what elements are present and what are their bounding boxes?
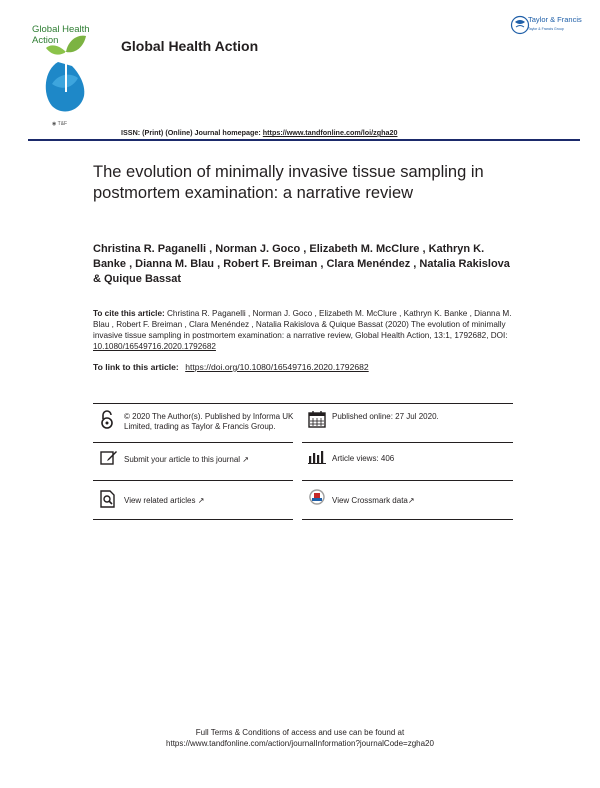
document-search-icon (100, 490, 116, 508)
article-doi-link[interactable]: https://doi.org/10.1080/16549716.2020.1792682 (185, 362, 369, 372)
grid-divider-2b (302, 480, 513, 481)
cite-label: To cite this article: (93, 309, 165, 318)
footer (0, 727, 600, 749)
footer-terms-link[interactable]: https://www.tandfonline.com/action/journalInformation?journalCode=zgha20 (166, 739, 434, 748)
crossmark-icon (309, 489, 325, 507)
crossmark-link[interactable]: View Crossmark data↗ (332, 496, 415, 505)
article-link-line (93, 362, 369, 372)
license-text: © 2020 The Author(s). Published by Informa UK Limited, trading as Taylor & Francis Group. (124, 412, 294, 431)
article-title: The evolution of minimally invasive tissue sampling in postmortem examination: a narrative review (93, 163, 484, 202)
grid-divider-1 (93, 442, 293, 443)
external-link-icon: ↗ (197, 496, 205, 505)
submit-article-link[interactable]: Submit your article to this journal ↗ (124, 455, 249, 464)
journal-homepage-link[interactable]: https://www.tandfonline.com/loi/zgha20 (262, 128, 398, 137)
external-link-icon: ↗ (242, 455, 249, 464)
cite-text: Christina R. Paganelli , Norman J. Goco , Elizabeth M. McClure , Kathryn K. Banke , Dianna M. Blau , Robert F. Breiman , Clara Menéndez , Natalia Rakislova & Quique Bassat (2020) The evolution of minimally invasive tissue sampling in postmortem examination: a narrative review, Global Health Action, 13:1, 1792682, DOI: (93, 309, 512, 340)
issn-line: ISSN: (Print) (Online) Journal homepage: https://www.tandfonline.com/loi/zgha20 (121, 128, 398, 137)
publisher-logo-icon[interactable] (510, 15, 530, 35)
citation (93, 308, 513, 352)
grid-divider-3b (302, 519, 513, 520)
grid-divider-1b (302, 442, 513, 443)
link-label: To link to this article: (93, 362, 179, 372)
journal-logo-text: Global Health Action (32, 24, 90, 46)
article-views: Article views: 406 (332, 454, 395, 463)
footer-line-1: Full Terms & Conditions of access and use can be found at (195, 728, 405, 737)
journal-title: Global Health Action (121, 38, 259, 54)
header-divider (28, 139, 580, 141)
related-articles-link[interactable]: View related articles ↗ (124, 496, 205, 505)
bar-chart-icon (308, 450, 326, 464)
grid-divider-2 (93, 480, 293, 481)
author-list: Christina R. Paganelli , Norman J. Goco , Elizabeth M. McClure , Kathryn K. Banke , Dianna M. Blau , Robert F. Breiman , Clara Menéndez , Natalia Rakislova & Quique Bassat (93, 243, 510, 285)
cite-doi-link[interactable]: 10.1080/16549716.2020.1792682 (93, 342, 216, 351)
external-link-icon: ↗ (407, 496, 415, 505)
calendar-icon (308, 410, 326, 428)
edit-icon (100, 449, 118, 465)
open-access-icon (100, 410, 114, 430)
published-date: Published online: 27 Jul 2020. (332, 412, 439, 421)
grid-divider-top (93, 403, 513, 404)
grid-divider-3 (93, 519, 293, 520)
small-publisher-logo: ◉ T&F (52, 121, 68, 127)
publisher-logo: Taylor & Francis Taylor & Francis Group (528, 15, 582, 31)
